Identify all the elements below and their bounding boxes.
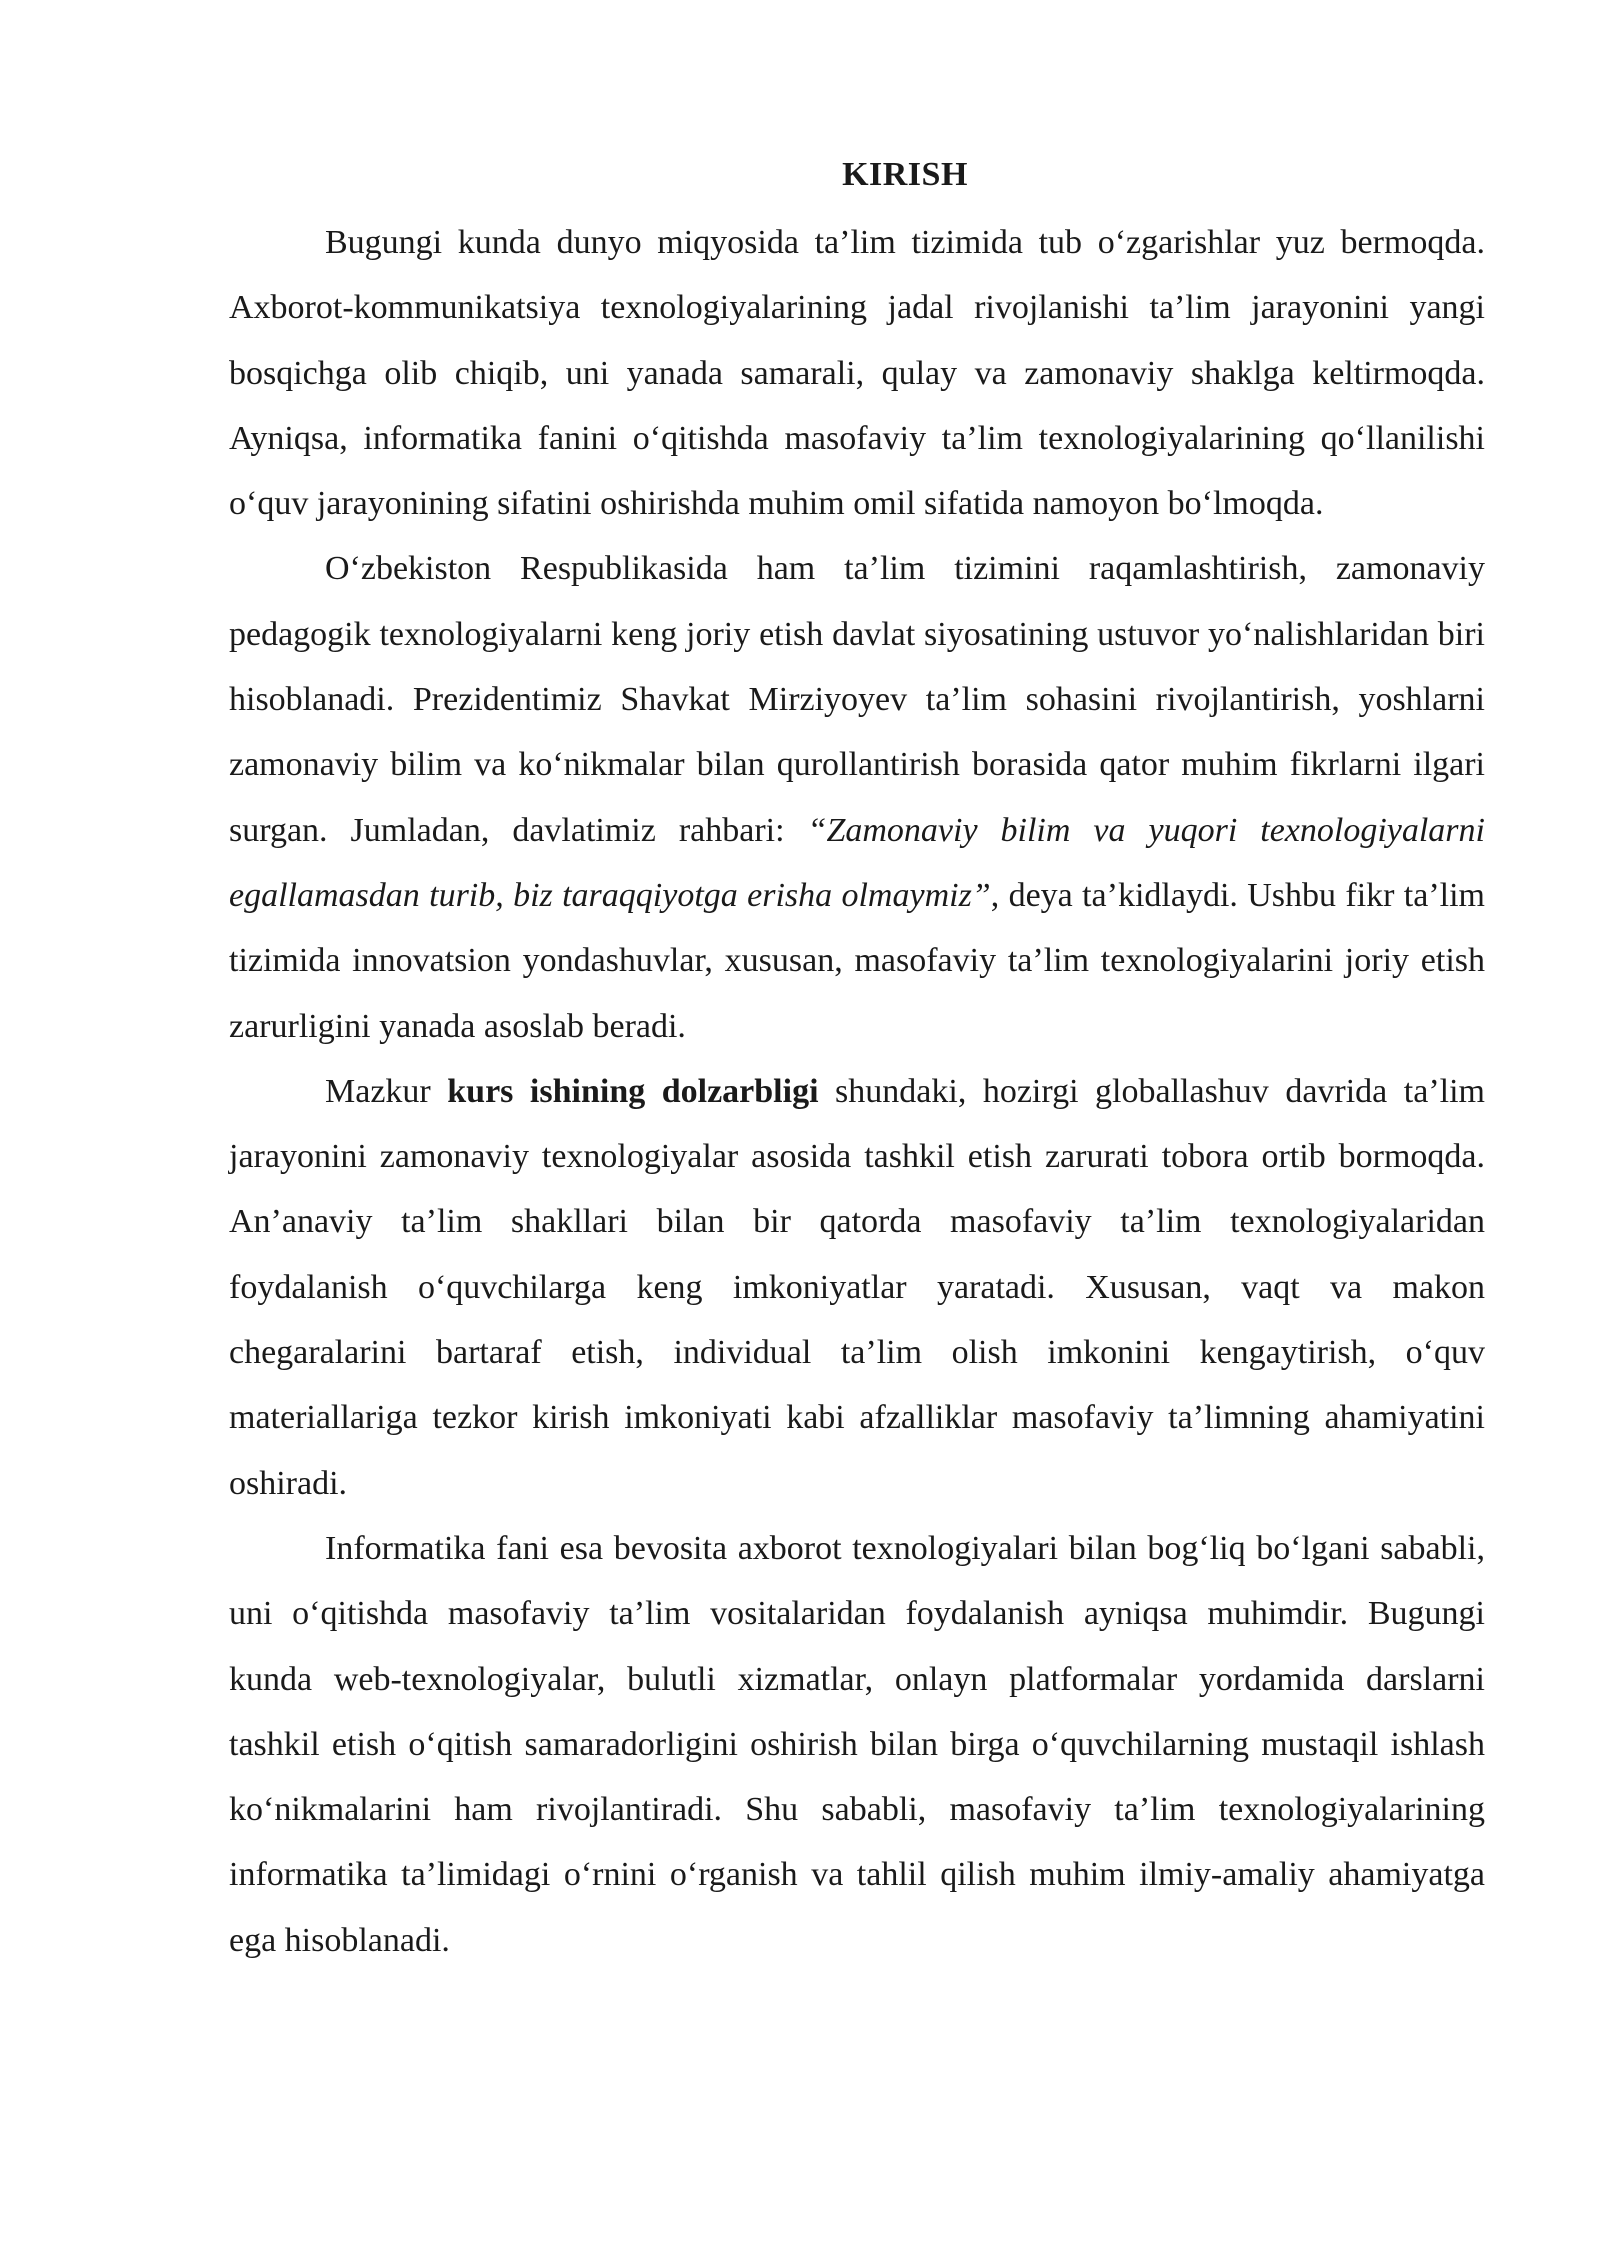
section-heading: KIRISH bbox=[842, 156, 968, 193]
paragraph-relevance bbox=[229, 1059, 1485, 1516]
paragraph-informatics bbox=[229, 1516, 1485, 1973]
document-page bbox=[229, 146, 1485, 1973]
paragraph-text: Informatika fani esa bevosita axborot texnologiyalari bilan bog‘liq bo‘lgani sababli, uni o‘qitishda masofaviy ta’lim vositalaridan foydalanish ayniqsa muhimdir. Bugungi kunda web-texnologiyalar, bulutli xizmatlar, onlayn platformalar yordamida darslarni tashkil etish o‘qitish samaradorligini oshirish bilan birga o‘quvchilarning mustaqil ishlash ko‘nikmalarini ham rivojlantiradi. Shu sababli, masofaviy ta’lim texnologiyalarining informatika ta’limidagi o‘rnini o‘rganish va tahlil qilish muhim ilmiy-amaliy ahamiyatga ega hisoblanadi. bbox=[229, 1529, 1485, 1959]
paragraph-uzbekistan bbox=[229, 536, 1485, 1058]
paragraph-text: shundaki, hozirgi globallashuv davrida ta’lim jarayonini zamonaviy texnologiyalar asosida tashkil etish zarurati tobora ortib bormoqda. An’anaviy ta’lim shakllari bilan bir qatorda masofaviy ta’lim texnologiyalaridan foydalanish o‘quvchilarga keng imkoniyatlar yaratadi. Xususan, vaqt va makon chegaralarini bartaraf etish, individual ta’lim olish imkonini kengaytirish, o‘quv materiallariga tezkor kirish imkoniyati kabi afzalliklar masofaviy ta’limning ahamiyatini oshiradi. bbox=[229, 1072, 1485, 1502]
president-quote: “Zamonaviy bilim va yuqori texnologiyalarni egallamasdan turib, biz taraqqiyotga erisha olmaymiz” bbox=[229, 811, 1485, 914]
paragraph-text: Bugungi kunda dunyo miqyosida ta’lim tizimida tub o‘zgarishlar yuz bermoqda. Axborot-kommunikatsiya texnologiyalarining jadal rivojlanishi ta’lim jarayonini yangi bosqichga olib chiqib, uni yanada samarali, qulay va zamonaviy shaklga keltirmoqda. Ayniqsa, informatika fanini o‘qitishda masofaviy ta’lim texnologiyalarining qo‘llanilishi o‘quv jarayonining sifatini oshirishda muhim omil sifatida namoyon bo‘lmoqda. bbox=[229, 224, 1485, 523]
paragraph-text: , deya ta’kidlaydi. Ushbu fikr ta’lim tizimida innovatsion yondashuvlar, xususan, masofaviy ta’lim texnologiyalarini joriy etish zarurligini yanada asoslab beradi. bbox=[229, 876, 1486, 1045]
paragraph-text: Mazkur bbox=[325, 1072, 448, 1110]
relevance-term: kurs ishining dolzarbligi bbox=[447, 1072, 819, 1110]
paragraph-text: O‘zbekiston Respublikasida ham ta’lim tizimini raqamlashtirish, zamonaviy pedagogik texnologiyalarni keng joriy etish davlat siyosatining ustuvor yo‘nalishlaridan biri hisoblanadi. Prezidentimiz Shavkat Mirziyoyev ta’lim sohasini rivojlantirish, yoshlarni zamonaviy bilim va ko‘nikmalar bilan qurollantirish borasida qator muhim fikrlarni ilgari surgan. Jumladan, davlatimiz rahbari: bbox=[229, 550, 1485, 849]
paragraph-intro bbox=[229, 210, 1485, 536]
